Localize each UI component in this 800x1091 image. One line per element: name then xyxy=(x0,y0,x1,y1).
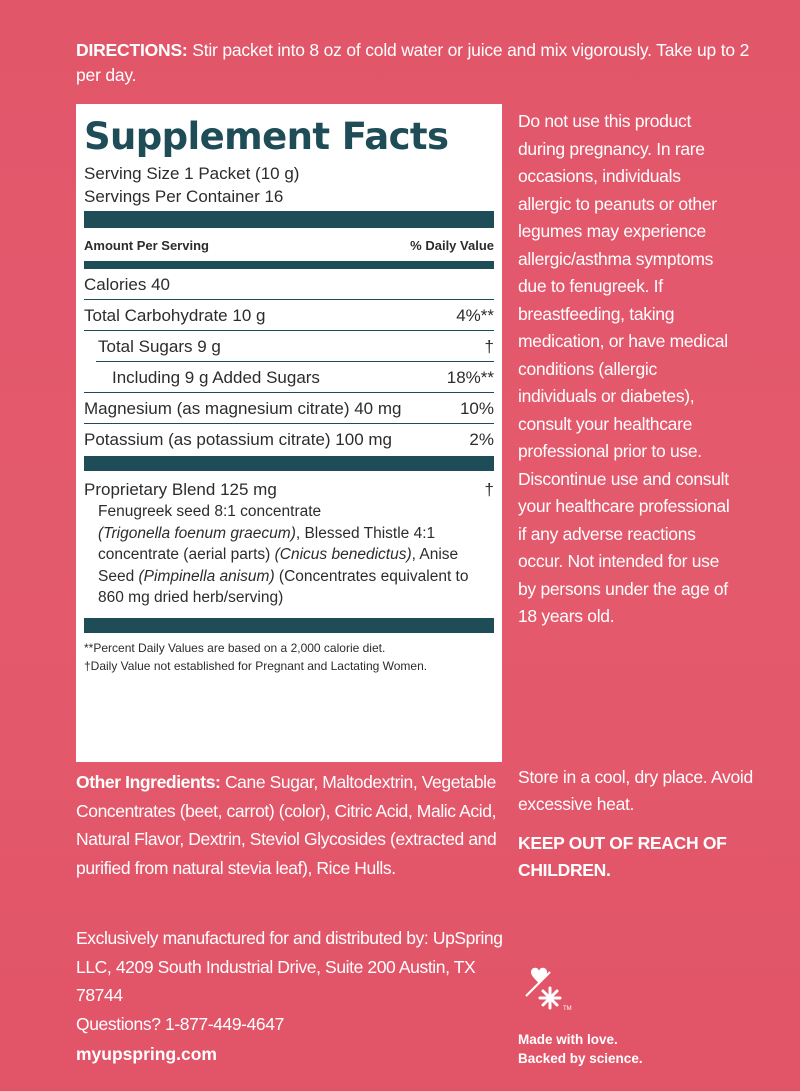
blend-header xyxy=(84,479,494,501)
footnote-dagger: †Daily Value not established for Pregnant and Lactating Women. xyxy=(84,658,428,673)
dv-header: % Daily Value xyxy=(410,238,494,253)
storage-text: Store in a cool, dry place. Avoid excessive heat. xyxy=(518,767,753,814)
other-ingredients-label: Other Ingredients: xyxy=(76,772,221,792)
website: myupspring.com xyxy=(76,1044,217,1064)
nutrient-dv: 18%** xyxy=(446,368,494,387)
facts-header-row xyxy=(84,228,494,261)
blend-part: , Blessed Thistle 4:1 concentrate (aerial parts) xyxy=(98,524,436,563)
facts-title: Supplement Facts xyxy=(84,115,449,158)
facts-row-magnesium xyxy=(84,393,494,424)
amount-header: Amount Per Serving xyxy=(84,238,209,253)
nutrient-dv: 4%** xyxy=(456,306,494,325)
blend-dv: † xyxy=(484,480,494,499)
divider-thick xyxy=(84,618,494,633)
directions-text: Stir packet into 8 oz of cold water or juice and mix vigorously. Take up to 2 per day. xyxy=(76,40,750,85)
supplement-facts-panel xyxy=(76,104,502,762)
facts-footnotes xyxy=(84,633,494,675)
nutrient-name: Magnesium (as magnesium citrate) 40 mg xyxy=(84,399,402,418)
divider-thick xyxy=(84,211,494,228)
warning-text: Do not use this product during pregnancy. In rare occasions, individuals allergic to peanuts or other legumes may experience allergic/asthma symptoms due to fenugreek. If breastfeeding, taking medication, or have medical conditions (allergic individuals or diabetes), consult your healthcare professional prior to use. Discontinue use and consult your healthcare professional if any adverse reactions occur. Not intended for use by persons under the age of 18 years old. xyxy=(518,111,730,626)
servings-per-container: Servings Per Container 16 xyxy=(84,187,284,206)
blend-part-latin: (Pimpinella anisum) xyxy=(138,567,275,585)
facts-row-potassium xyxy=(84,424,494,454)
trademark-mark: TM xyxy=(563,1006,572,1012)
slogan-line-2: Backed by science. xyxy=(518,1051,643,1066)
blend-part-latin: (Cnicus benedictus) xyxy=(274,546,412,563)
blend-part: , Anise Seed xyxy=(98,546,459,585)
manufacturer-address: Exclusively manufactured for and distributed by: UpSpring LLC, 4209 South Industrial Drive, Suite 200 Austin, TX 78744 xyxy=(76,928,503,1005)
divider-thick xyxy=(84,456,494,471)
proprietary-blend xyxy=(84,471,494,615)
blend-part: Fenugreek seed 8:1 concentrate xyxy=(98,503,322,520)
divider-medium xyxy=(84,261,494,269)
directions xyxy=(76,38,756,88)
nutrient-dv: 10% xyxy=(459,399,494,418)
facts-row-total-sugars xyxy=(96,331,494,362)
facts-row-carbohydrate xyxy=(84,300,494,331)
other-ingredients-text: Cane Sugar, Maltodextrin, Vegetable Concentrates (beet, carrot) (color), Citric Acid, Malic Acid, Natural Flavor, Dextrin, Steviol Glycosides (extracted and purified from natural stevia leaf), Rice Hulls. xyxy=(76,772,497,878)
star-burst-icon xyxy=(540,988,560,1008)
serving-size: Serving Size 1 Packet (10 g) xyxy=(84,164,300,183)
slogan-line-1: Made with love. xyxy=(518,1032,618,1047)
serving-info xyxy=(84,162,494,208)
blend-part-latin: (Trigonella foenum graecum) xyxy=(98,524,296,542)
facts-row-added-sugars xyxy=(84,362,494,393)
questions-phone: Questions? 1-877-449-4647 xyxy=(76,1013,284,1034)
facts-row-calories xyxy=(84,269,494,300)
other-ingredients xyxy=(76,768,506,882)
directions-label: DIRECTIONS: xyxy=(76,40,188,60)
nutrient-name: Total Sugars 9 g xyxy=(98,337,221,356)
blend-name: Proprietary Blend 125 mg xyxy=(84,480,277,499)
blend-ingredients xyxy=(84,501,494,615)
nutrient-name: Including 9 g Added Sugars xyxy=(112,368,320,387)
keep-out-warning: KEEP OUT OF REACH OF CHILDREN. xyxy=(518,833,727,880)
nutrient-name: Total Carbohydrate 10 g xyxy=(84,306,266,325)
nutrient-name: Calories 40 xyxy=(84,275,170,294)
nutrient-name: Potassium (as potassium citrate) 100 mg xyxy=(84,430,393,449)
footnote-percent-dv: **Percent Daily Values are based on a 2,000 calorie diet. xyxy=(84,640,386,655)
brand-slogan xyxy=(518,1030,643,1068)
nutrient-dv: † xyxy=(484,337,494,356)
nutrient-dv: 2% xyxy=(469,430,494,449)
manufacturer-info xyxy=(76,924,506,1038)
heart-star-logo-icon xyxy=(520,962,580,1022)
blend-part: (Concentrates equivalent to 860 mg dried herb/serving) xyxy=(98,567,469,606)
